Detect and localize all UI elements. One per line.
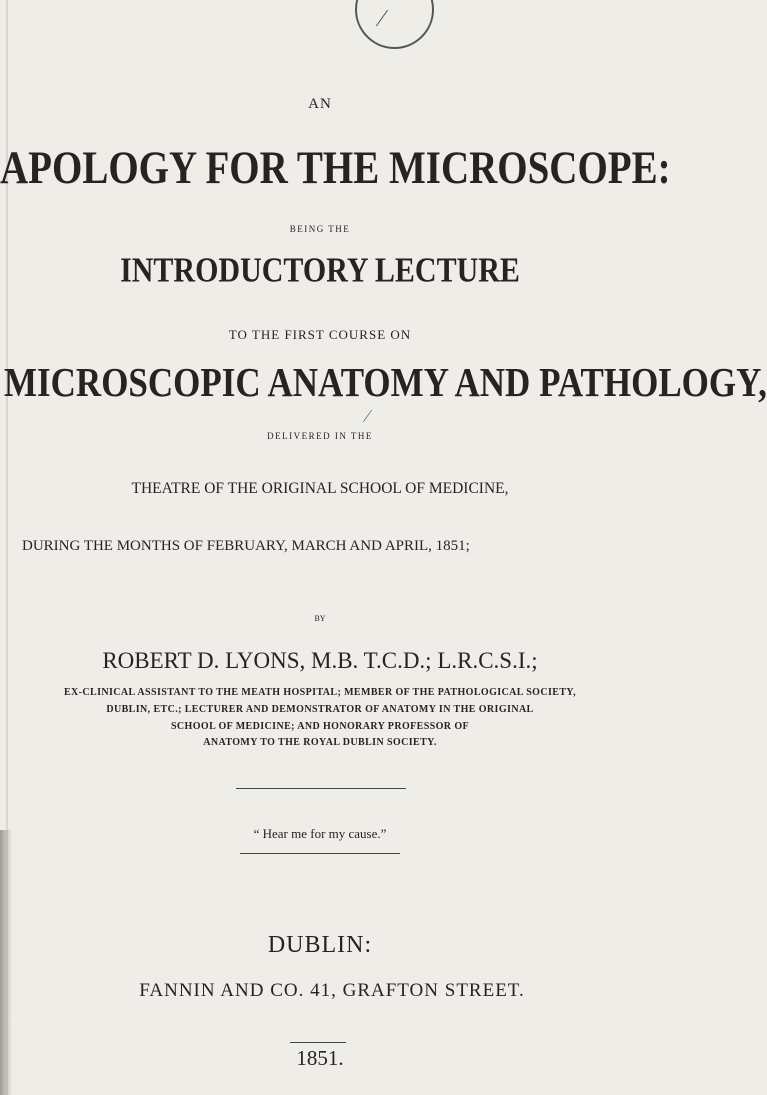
divider-rule bbox=[240, 853, 400, 854]
ink-mark: ⁄ bbox=[366, 406, 370, 426]
by-line: BY bbox=[314, 614, 326, 623]
course-intro-line: TO THE FIRST COURSE ON bbox=[228, 327, 412, 342]
publication-city: DUBLIN: bbox=[267, 932, 373, 958]
dates-line: DURING THE MONTHS OF FEBRUARY, MARCH AND APRIL, 1851; bbox=[22, 538, 470, 554]
publication-year: 1851. bbox=[296, 1046, 344, 1070]
divider-rule bbox=[236, 788, 406, 789]
lecture-title: INTRODUCTORY LECTURE bbox=[120, 250, 520, 290]
author-name: ROBERT D. LYONS, M.B. T.C.D.; L.R.C.S.I.; bbox=[102, 648, 538, 673]
delivered-in-line: DELIVERED IN THE bbox=[267, 431, 373, 441]
publisher-line: FANNIN AND CO. 41, GRAFTON STREET. bbox=[139, 980, 525, 1001]
affiliation-line: EX-CLINICAL ASSISTANT TO THE MEATH HOSPITAL; MEMBER OF THE PATHOLOGICAL SOCIETY, bbox=[63, 687, 577, 698]
article-an: AN bbox=[308, 96, 332, 112]
library-stamp bbox=[355, 0, 434, 49]
library-stamp-mark: ⁄ bbox=[380, 6, 385, 32]
year-rule bbox=[290, 1042, 346, 1043]
course-title: MICROSCOPIC ANATOMY AND PATHOLOGY, bbox=[4, 359, 767, 406]
epigraph: “ Hear me for my cause.” bbox=[253, 826, 387, 841]
affiliation-line: SCHOOL OF MEDICINE; AND HONORARY PROFESSOR OF bbox=[170, 721, 470, 732]
affiliation-line: DUBLIN, ETC.; LECTURER AND DEMONSTRATOR OF ANATOMY IN THE ORIGINAL bbox=[106, 704, 534, 715]
affiliation-line: ANATOMY TO THE ROYAL DUBLIN SOCIETY. bbox=[203, 737, 437, 748]
being-the-line: BEING THE bbox=[289, 224, 351, 234]
venue-line: THEATRE OF THE ORIGINAL SCHOOL OF MEDICINE, bbox=[131, 480, 509, 497]
main-title: APOLOGY FOR THE MICROSCOPE: bbox=[0, 143, 671, 194]
